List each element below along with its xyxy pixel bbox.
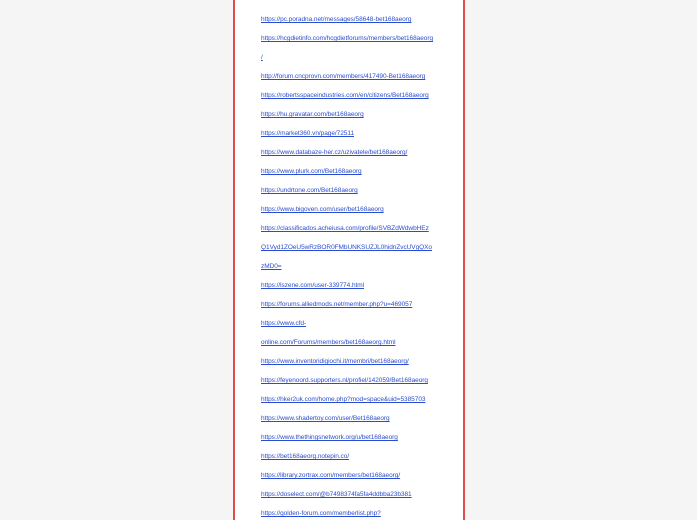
hyperlink[interactable]: https://hu.gravatar.com/bet168aeorg <box>261 111 364 118</box>
hyperlink[interactable]: https://www.bigoven.com/user/bet168aeorg <box>261 206 384 213</box>
hyperlink[interactable]: https://hcgdietinfo.com/hcgdietforums/members/bet168aeorg <box>261 35 434 42</box>
list-item <box>261 69 457 88</box>
list-item <box>261 297 457 316</box>
list-item <box>261 506 457 520</box>
list-item <box>261 468 457 487</box>
list-item <box>261 107 457 126</box>
list-item <box>261 430 457 449</box>
list-item <box>261 31 457 50</box>
list-item <box>261 316 457 335</box>
list-item <box>261 88 457 107</box>
hyperlink[interactable]: https://robertsspaceindustries.com/en/citizens/Bet168aeorg <box>261 92 429 99</box>
hyperlink[interactable]: https://golden-forum.com/memberlist.php? <box>261 510 381 517</box>
list-item <box>261 12 457 31</box>
list-item <box>261 335 457 354</box>
list-item <box>261 392 457 411</box>
list-item <box>261 221 457 240</box>
hyperlink[interactable]: https://library.zortrax.com/members/bet168aeorg/ <box>261 472 401 479</box>
hyperlink[interactable]: https://www.thethingsnetwork.org/u/bet168aeorg <box>261 434 398 441</box>
list-item <box>261 50 457 69</box>
list-item <box>261 202 457 221</box>
hyperlink[interactable]: https://www.databaze-her.cz/uzivatele/bet168aeorg/ <box>261 149 408 156</box>
list-item <box>261 487 457 506</box>
hyperlink[interactable]: / <box>261 54 263 61</box>
list-item <box>261 373 457 392</box>
hyperlink[interactable]: https://doselect.com/@b7498374fa5fa4ddbba23b381 <box>261 491 412 498</box>
hyperlink[interactable]: http://forum.cncprovn.com/members/417490-Bet168aeorg <box>261 73 426 80</box>
list-item <box>261 411 457 430</box>
document-page <box>233 0 465 520</box>
hyperlink[interactable]: https://classificados.acheiusa.com/profile/SVBZdWdwbHEz <box>261 225 429 232</box>
hyperlink[interactable]: https://www.plurk.com/Bet168aeorg <box>261 168 362 175</box>
list-item <box>261 145 457 164</box>
hyperlink[interactable]: https://forums.alliedmods.net/member.php?u=469057 <box>261 301 413 308</box>
hyperlink[interactable]: online.com/Forums/members/bet168aeorg.html <box>261 339 396 346</box>
list-item <box>261 164 457 183</box>
hyperlink[interactable]: zMD0= <box>261 263 282 270</box>
list-item <box>261 278 457 297</box>
list-item <box>261 183 457 202</box>
hyperlink[interactable]: https://pc.poradna.net/messages/58648-bet168aeorg <box>261 16 412 23</box>
hyperlink[interactable]: https://hker2uk.com/home.php?mod=space&uid=5385703 <box>261 396 426 403</box>
hyperlink[interactable]: https://www.inventoridigiochi.it/membri/bet168aeorg/ <box>261 358 409 365</box>
hyperlink[interactable]: https://bet168aeorg.notepin.co/ <box>261 453 350 460</box>
hyperlink[interactable]: https://undrtone.com/Bet168aeorg <box>261 187 358 194</box>
list-item <box>261 126 457 145</box>
list-item <box>261 449 457 468</box>
hyperlink[interactable]: https://lszene.com/user-339774.html <box>261 282 365 289</box>
hyperlink[interactable]: https://feyenoord.supporters.nl/profiel/142059/Bet168aeorg <box>261 377 428 384</box>
link-list <box>261 12 457 520</box>
list-item <box>261 259 457 278</box>
hyperlink[interactable]: Q1Vyd1ZOeU5wRzBOR0FMbUNKSUZJL0hidnZvcUVgQXo <box>261 244 432 251</box>
list-item <box>261 354 457 373</box>
hyperlink[interactable]: https://market360.vn/page/72511 <box>261 130 355 137</box>
hyperlink[interactable]: https://www.cfd- <box>261 320 307 327</box>
hyperlink[interactable]: https://www.shadertoy.com/user/Bet168aeorg <box>261 415 390 422</box>
list-item <box>261 240 457 259</box>
